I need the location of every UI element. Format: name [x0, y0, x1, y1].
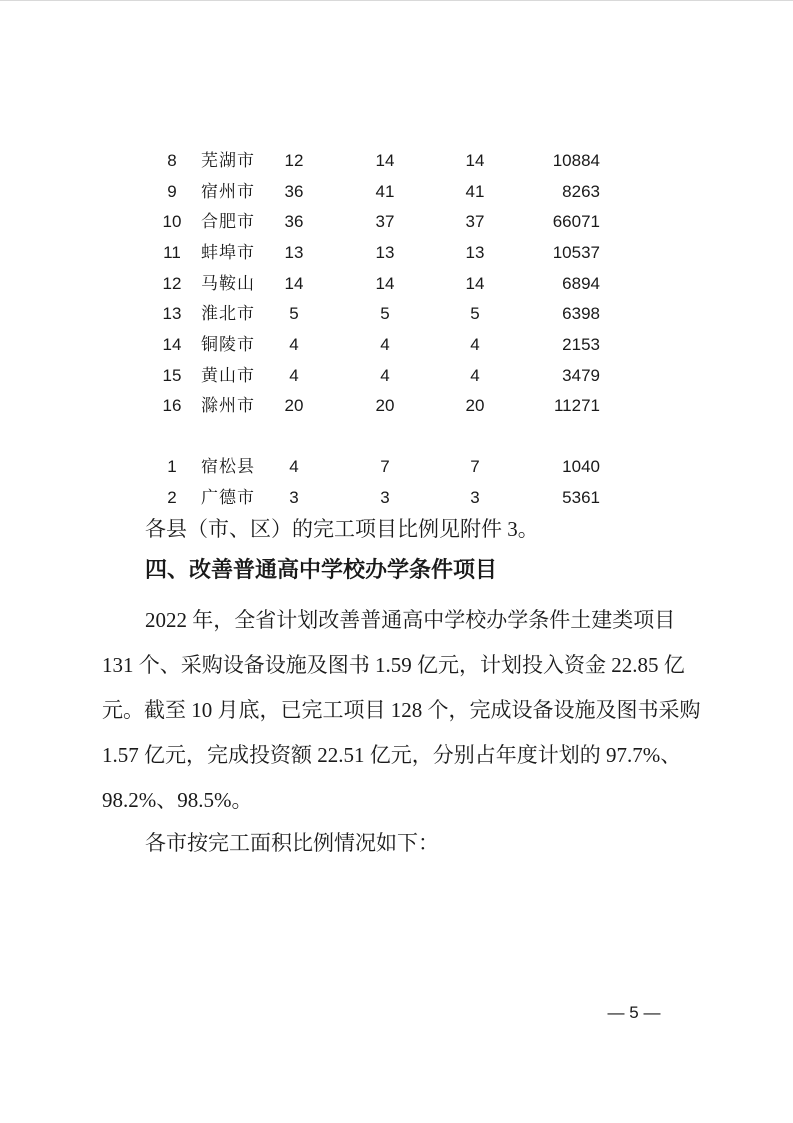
cell-value-1: 14 — [284, 274, 304, 293]
cell-value-2: 14 — [375, 274, 395, 293]
cell-value-1: 3 — [289, 488, 299, 507]
cell-value-3: 4 — [470, 366, 480, 385]
cell-city: 蚌埠市 — [201, 243, 255, 262]
cell-area: 5361 — [562, 488, 600, 507]
table-row — [0, 180, 793, 204]
cell-rank: 9 — [167, 182, 177, 201]
cell-area: 2153 — [562, 335, 600, 354]
cell-value-1: 13 — [284, 243, 304, 262]
cell-city: 芜湖市 — [201, 151, 255, 170]
cell-value-1: 4 — [289, 366, 299, 385]
cell-city: 合肥市 — [201, 212, 255, 231]
cell-value-3: 13 — [465, 243, 485, 262]
cell-area: 10884 — [552, 151, 600, 170]
table-row — [0, 272, 793, 296]
cell-rank: 13 — [162, 304, 182, 323]
cell-area: 11271 — [553, 396, 600, 415]
paragraph-line: 元。截至 10 月底，已完工项目 128 个，完成设备设施及图书采购 — [102, 698, 701, 722]
cell-city: 马鞍山 — [201, 274, 255, 293]
table-row — [0, 241, 793, 265]
cell-value-3: 20 — [465, 396, 485, 415]
cell-value-2: 3 — [380, 488, 390, 507]
cell-value-3: 41 — [465, 182, 485, 201]
cell-rank: 16 — [162, 396, 182, 415]
cell-rank: 1 — [167, 457, 177, 476]
cell-area: 10537 — [552, 243, 600, 262]
cell-value-3: 4 — [470, 335, 480, 354]
paragraph-line: 98.2%、98.5%。 — [102, 788, 253, 812]
cell-rank: 11 — [163, 243, 181, 262]
cell-city: 广德市 — [201, 488, 255, 507]
cell-rank: 15 — [162, 366, 182, 385]
cell-value-2: 5 — [380, 304, 390, 323]
closing-intro-line: 各市按完工面积比例情况如下： — [145, 831, 439, 855]
attachment-note-line: 各县（市、区）的完工项目比例见附件 3。 — [145, 517, 539, 541]
cell-value-2: 14 — [375, 151, 395, 170]
cell-city: 铜陵市 — [201, 335, 255, 354]
cell-area: 66071 — [552, 212, 600, 231]
cell-area: 3479 — [562, 366, 600, 385]
cell-area: 6398 — [562, 304, 600, 323]
cell-city: 宿州市 — [201, 182, 255, 201]
cell-value-1: 4 — [289, 335, 299, 354]
table-row — [0, 149, 793, 173]
cell-value-2: 4 — [380, 366, 390, 385]
cell-city: 黄山市 — [201, 366, 255, 385]
cell-value-3: 7 — [470, 457, 480, 476]
section-heading: 四、改善普通高中学校办学条件项目 — [145, 557, 498, 582]
cell-value-2: 20 — [375, 396, 395, 415]
cell-rank: 10 — [162, 212, 182, 231]
cell-value-1: 4 — [289, 457, 299, 476]
table-row — [0, 394, 793, 418]
paragraph-line: 131 个、采购设备设施及图书 1.59 亿元，计划投入资金 22.85 亿 — [102, 653, 685, 677]
cell-city: 淮北市 — [201, 304, 255, 323]
cell-area: 8263 — [562, 182, 600, 201]
cell-city: 滁州市 — [201, 396, 255, 415]
paragraph-line: 2022 年，全省计划改善普通高中学校办学条件土建类项目 — [145, 608, 676, 632]
table-row — [0, 364, 793, 388]
cell-value-2: 13 — [375, 243, 395, 262]
cell-rank: 8 — [167, 151, 177, 170]
cell-value-1: 36 — [284, 212, 304, 231]
cell-value-2: 7 — [380, 457, 390, 476]
table-row — [0, 210, 793, 234]
cell-rank: 14 — [162, 335, 182, 354]
paragraph-line: 1.57 亿元，完成投资额 22.51 亿元，分别占年度计划的 97.7%、 — [102, 743, 682, 767]
table-row — [0, 333, 793, 357]
cell-value-3: 14 — [465, 151, 485, 170]
cell-area: 6894 — [562, 274, 600, 293]
cell-value-3: 14 — [465, 274, 485, 293]
cell-rank: 2 — [167, 488, 177, 507]
cell-value-3: 5 — [470, 304, 480, 323]
page-number: — 5 — — [607, 1003, 661, 1022]
table-row — [0, 302, 793, 326]
cell-value-2: 37 — [375, 212, 395, 231]
cell-value-1: 12 — [284, 151, 304, 170]
cell-value-1: 5 — [289, 304, 299, 323]
cell-value-1: 20 — [284, 396, 304, 415]
table-row — [0, 486, 793, 510]
table-row — [0, 455, 793, 479]
cell-value-3: 37 — [465, 212, 485, 231]
cell-area: 1040 — [562, 457, 600, 476]
cell-value-2: 4 — [380, 335, 390, 354]
cell-city: 宿松县 — [201, 457, 255, 476]
cell-value-2: 41 — [375, 182, 395, 201]
cell-rank: 12 — [162, 274, 182, 293]
cell-value-1: 36 — [284, 182, 304, 201]
cell-value-3: 3 — [470, 488, 480, 507]
